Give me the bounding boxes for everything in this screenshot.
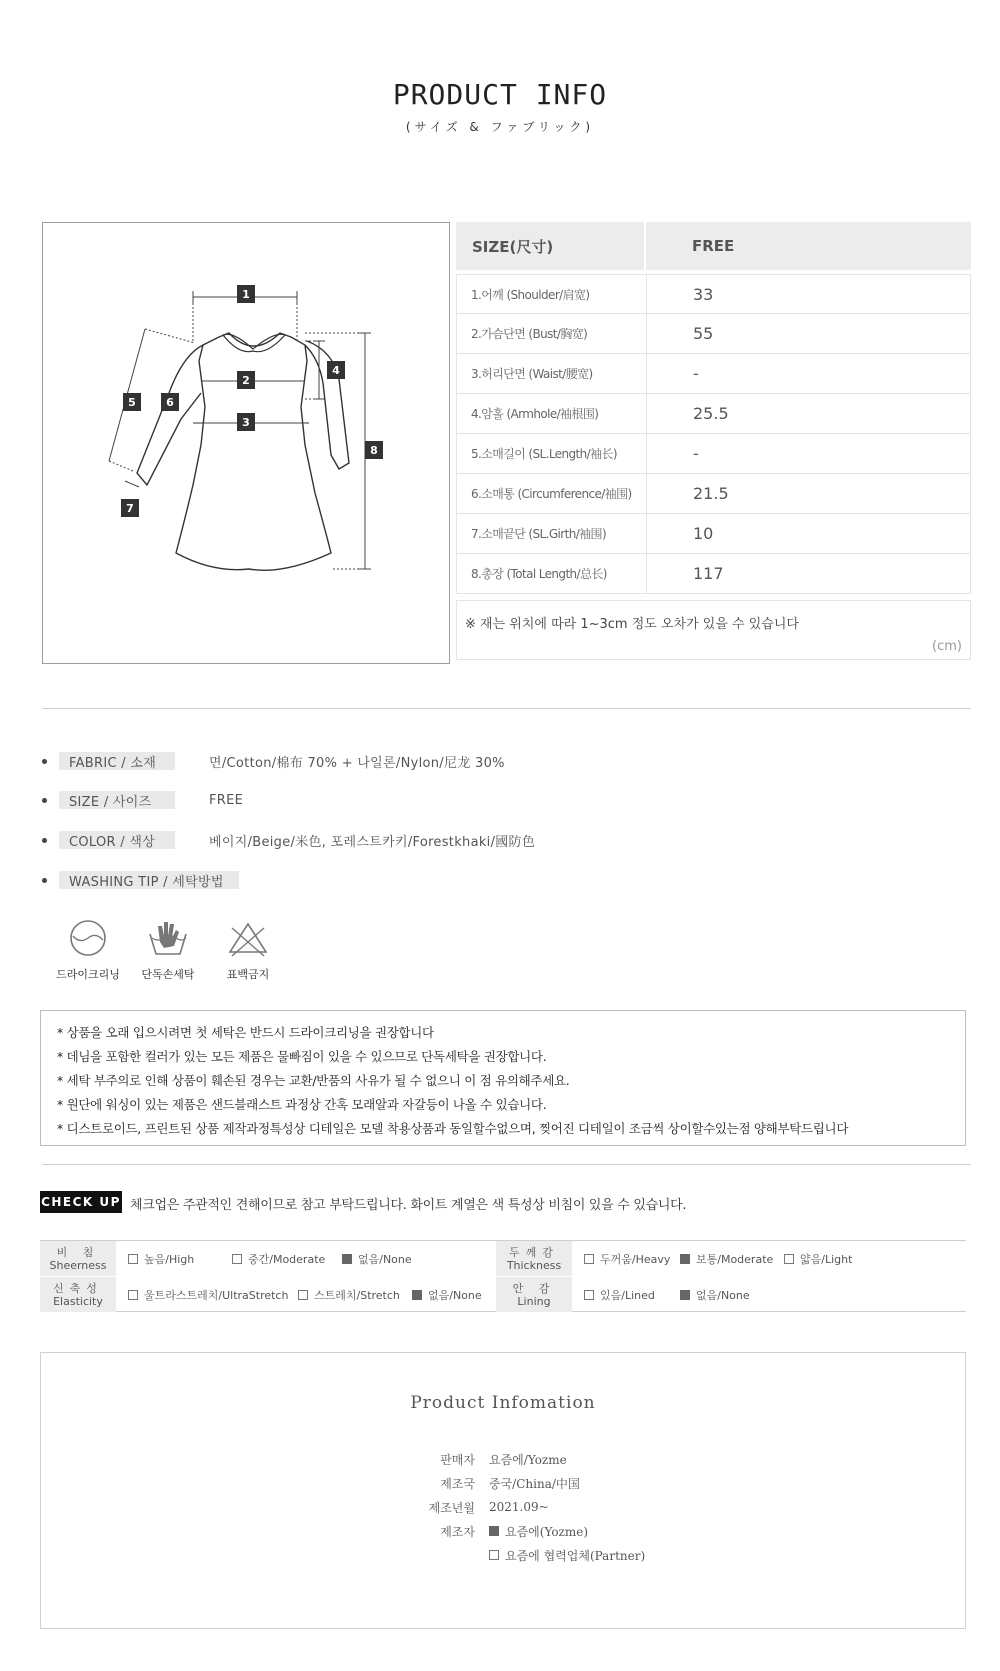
product-information-title: Product Infomation <box>410 1393 596 1413</box>
measure-value: - <box>693 364 699 383</box>
check-option <box>784 1241 852 1276</box>
info-value: 요즘에/Yozme <box>489 1452 567 1467</box>
care-note: * 상품을 오래 입으시려면 첫 세탁은 반드시 드라이크리닝을 권장합니다 <box>57 1025 434 1040</box>
dress-outline <box>176 333 331 570</box>
checkbox-checked-icon <box>342 1254 352 1264</box>
check-option <box>342 1241 412 1276</box>
check-head-en: Elasticity <box>53 1294 103 1308</box>
measure-label: 4.암홀 (Armhole/袖根围) <box>457 394 647 433</box>
marker-6: 6 <box>161 393 179 411</box>
spec-label: COLOR / 색상 <box>59 831 175 849</box>
check-head-en: Lining <box>517 1294 551 1308</box>
info-key: 판매자 <box>440 1452 475 1467</box>
marker-8: 8 <box>365 441 383 459</box>
measure-label: 2.가슴단면 (Bust/胸宽) <box>457 314 647 353</box>
info-key: 제조년월 <box>428 1500 475 1515</box>
marker-4: 4 <box>327 361 345 379</box>
check-option-label: 보통/Moderate <box>696 1252 774 1266</box>
check-option-label: 있음/Lined <box>600 1288 655 1302</box>
check-option-label: 없음/None <box>696 1288 750 1302</box>
wash-no-bleach <box>208 918 288 982</box>
checkup-badge: CHECK UP <box>40 1191 122 1213</box>
check-option <box>412 1277 482 1312</box>
checkbox-icon <box>232 1254 242 1264</box>
measure-value: 55 <box>693 324 714 343</box>
spec-washing <box>42 870 239 890</box>
check-option <box>232 1241 325 1276</box>
check-option-label: 없음/None <box>428 1288 482 1302</box>
measure-value: 10 <box>693 524 714 543</box>
spec-value: 베이지/Beige/米色, 포레스트카키/Forestkhaki/國防色 <box>209 834 536 850</box>
bullet-icon <box>42 878 47 883</box>
info-row-country <box>41 1473 965 1493</box>
check-option <box>680 1241 773 1276</box>
check-option-label: 두꺼움/Heavy <box>600 1252 671 1266</box>
measure-value: 25.5 <box>693 404 729 423</box>
spec-label: WASHING TIP / 세탁방법 <box>59 871 239 889</box>
measure-label: 3.허리단면 (Waist/腰宽) <box>457 354 647 393</box>
check-option-label: 얇음/Light <box>800 1252 853 1266</box>
checkbox-icon <box>128 1290 138 1300</box>
measure-label: 7.소매끝단 (SL.Girth/袖围) <box>457 514 647 553</box>
section-divider <box>42 1164 971 1165</box>
spec-fabric <box>42 751 505 771</box>
wash-dry-clean <box>48 918 128 982</box>
page-title: PRODUCT INFO <box>392 78 608 111</box>
table-row <box>456 514 971 554</box>
table-row <box>456 354 971 394</box>
check-head-en: Sheerness <box>49 1258 107 1272</box>
check-option-label: 울트라스트레치/UltraStretch <box>144 1288 289 1302</box>
checkbox-icon <box>584 1254 594 1264</box>
check-option <box>128 1277 288 1312</box>
marker-1: 1 <box>237 285 255 303</box>
info-row-partner <box>41 1545 965 1565</box>
care-note: * 디스트로이드, 프린트된 상품 제작과정특성상 디테일은 모델 착용상품과 동일할수없으며, 찢어진 디테일이 조금씩 상이할수있는점 양해부탁드립니다 <box>57 1121 849 1136</box>
check-option-label: 중간/Moderate <box>248 1252 326 1266</box>
info-row-maker <box>41 1521 965 1541</box>
info-key: 제조국 <box>440 1476 475 1491</box>
size-table <box>456 222 971 660</box>
spec-label: SIZE / 사이즈 <box>59 791 175 809</box>
check-head-ko: 두께감 <box>509 1245 559 1259</box>
info-value-option <box>489 1523 588 1540</box>
check-row <box>40 1277 966 1312</box>
check-option <box>680 1277 750 1312</box>
info-value: 중국/China/中国 <box>489 1476 580 1491</box>
wash-label: 표백금지 <box>226 968 270 981</box>
size-table-header <box>456 222 971 270</box>
wash-hand-wash <box>128 918 208 982</box>
no-bleach-icon <box>226 918 270 958</box>
check-head-elasticity <box>40 1277 116 1312</box>
check-head-thickness <box>496 1241 572 1276</box>
table-row <box>456 394 971 434</box>
check-head-sheerness <box>40 1241 116 1276</box>
care-notes-box <box>40 1010 966 1146</box>
wash-label: 드라이크리닝 <box>56 968 120 981</box>
table-row <box>456 554 971 594</box>
check-option-label: 높음/High <box>144 1252 195 1266</box>
bullet-icon <box>42 759 47 764</box>
info-row-seller <box>41 1449 965 1469</box>
check-option <box>584 1241 670 1276</box>
wash-label: 단독손세탁 <box>141 968 195 981</box>
measurement-diagram <box>42 222 450 664</box>
measure-label: 1.어깨 (Shoulder/肩宽) <box>457 275 647 313</box>
spec-color <box>42 830 536 850</box>
info-row-date <box>41 1497 965 1517</box>
spec-value: FREE <box>209 792 244 808</box>
check-head-ko: 안 감 <box>512 1281 556 1295</box>
product-information-box <box>40 1352 966 1629</box>
check-head-lining <box>496 1277 572 1312</box>
checkbox-icon <box>489 1550 499 1560</box>
care-note: * 데님을 포함한 컬러가 있는 모든 제품은 물빠짐이 있을 수 있으므로 단독세탁을 권장합니다. <box>57 1049 547 1064</box>
info-value: 2021.09~ <box>489 1500 549 1514</box>
check-option <box>298 1277 400 1312</box>
spec-value: 면/Cotton/棉布 70% + 나일론/Nylon/尼龙 30% <box>209 755 505 771</box>
check-option <box>128 1241 194 1276</box>
bullet-icon <box>42 838 47 843</box>
measure-value: 117 <box>693 564 724 583</box>
measurement-note: ※ 재는 위치에 따라 1~3cm 정도 오차가 있을 수 있습니다 <box>465 617 799 632</box>
spec-label: FABRIC / 소재 <box>59 752 175 770</box>
dry-clean-icon <box>68 918 108 958</box>
marker-5: 5 <box>123 393 141 411</box>
table-row <box>456 314 971 354</box>
checkbox-icon <box>584 1290 594 1300</box>
checkbox-checked-icon <box>680 1254 690 1264</box>
table-row <box>456 274 971 314</box>
info-value: 요즘에(Yozme) <box>505 1524 589 1539</box>
size-header-label: SIZE(尺寸) <box>456 222 646 270</box>
checkbox-checked-icon <box>412 1290 422 1300</box>
measure-value: - <box>693 444 699 463</box>
hand-wash-icon <box>146 918 190 958</box>
checkup-description: 체크업은 주관적인 견해이므로 참고 부탁드립니다. 화이트 계열은 색 특성상 비침이 있을 수 있습니다. <box>130 1198 687 1213</box>
section-divider <box>42 708 971 709</box>
check-option-label: 스트레치/Stretch <box>314 1288 400 1302</box>
checkbox-icon <box>128 1254 138 1264</box>
checkbox-icon <box>784 1254 794 1264</box>
check-head-ko: 신축성 <box>53 1281 103 1295</box>
fabric-check-table <box>40 1240 966 1312</box>
marker-3: 3 <box>237 413 255 431</box>
check-row <box>40 1241 966 1276</box>
checkbox-checked-icon <box>680 1290 690 1300</box>
check-head-ko: 비 침 <box>56 1245 100 1259</box>
marker-7: 7 <box>121 499 139 517</box>
measure-value: 21.5 <box>693 484 729 503</box>
measure-value: 33 <box>693 284 714 304</box>
measurement-note-box <box>456 600 971 660</box>
info-value: 요즘에 협력업체(Partner) <box>505 1548 646 1563</box>
size-header-free: FREE <box>692 237 735 255</box>
checkbox-checked-icon <box>489 1526 499 1536</box>
measure-label: 8.총장 (Total Length/总长) <box>457 554 647 593</box>
check-option <box>584 1277 655 1312</box>
checkbox-icon <box>298 1290 308 1300</box>
info-value-option <box>489 1547 645 1564</box>
care-note: * 원단에 워싱이 있는 제품은 샌드블래스트 과정상 간혹 모래알과 자갈등이 나올 수 있습니다. <box>57 1097 547 1112</box>
info-key: 제조자 <box>440 1524 475 1539</box>
table-row <box>456 434 971 474</box>
unit-label: (cm) <box>932 639 962 654</box>
measure-label: 6.소매통 (Circumference/袖围) <box>457 474 647 513</box>
check-head-en: Thickness <box>506 1258 562 1272</box>
care-note: * 세탁 부주의로 인해 상품이 훼손된 경우는 교환/반품의 사유가 될 수 없으니 이 점 유의해주세요. <box>57 1073 570 1088</box>
marker-2: 2 <box>237 371 255 389</box>
page-subtitle: (サイズ & ファブリック) <box>405 120 595 134</box>
check-option-label: 없음/None <box>358 1252 412 1266</box>
bullet-icon <box>42 798 47 803</box>
table-row <box>456 474 971 514</box>
spec-size <box>42 790 244 810</box>
measure-label: 5.소매길이 (SL.Length/袖长) <box>457 434 647 473</box>
dress-left-sleeve <box>137 345 203 485</box>
